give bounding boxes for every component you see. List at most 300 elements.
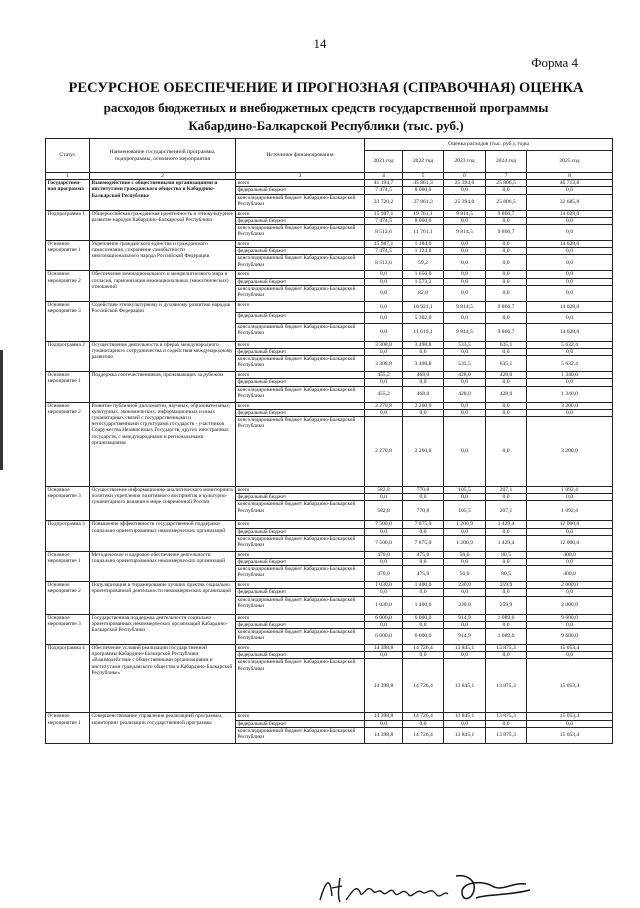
value-cell: 0,0 xyxy=(365,285,403,301)
value-cell: 82,8 xyxy=(403,285,444,301)
table-row xyxy=(46,713,613,720)
header-name: Наименование государственной программы, подпрограммы, основного мероприятия xyxy=(90,139,236,173)
row-name: Развитие публичной дипломатии, научных, образовательных, культурных, экономических, информационных и иных гуманитарных связей с государственными и негосударственными структурами государств - участников Содружества Независимых Государств, других иностранных государств, с международными и региональными организациями xyxy=(90,402,236,486)
row-source: федеральный бюджет xyxy=(236,621,365,628)
row-source: консолидированный бюджет Кабардино-Балкарской Республики xyxy=(236,323,365,341)
value-cell: 3 308,8 xyxy=(365,341,403,348)
row-source: всего xyxy=(236,402,365,409)
row-source: всего xyxy=(236,210,365,217)
value-cell: 8 512,6 xyxy=(365,225,403,241)
value-cell: 0,0 xyxy=(486,379,527,386)
value-cell: 2 260,0 xyxy=(403,402,444,409)
row-source: федеральный бюджет xyxy=(236,217,365,224)
value-cell: 1 200,9 xyxy=(444,535,486,551)
row-status: Основное мероприятие 1 xyxy=(46,241,90,271)
value-cell: 7 875,0 xyxy=(403,535,444,551)
resource-table xyxy=(45,138,613,744)
value-cell: 0,0 xyxy=(403,589,444,596)
value-cell: 25 806,5 xyxy=(486,194,527,210)
value-cell: 468,0 xyxy=(403,372,444,379)
value-cell: 0,0 xyxy=(444,528,486,535)
value-cell: 0,0 xyxy=(444,255,486,271)
header-year: 2024 год xyxy=(486,151,527,173)
document-title: РЕСУРСНОЕ ОБЕСПЕЧЕНИЕ И ПРОГНОЗНАЯ (СПРАВОЧНАЯ) ОЦЕНКА xyxy=(68,80,584,96)
value-cell: 33 720,2 xyxy=(365,194,403,210)
value-cell: 0,0 xyxy=(365,528,403,535)
value-cell: 0,0 xyxy=(365,409,403,416)
value-cell: 0,0 xyxy=(486,589,527,596)
value-cell: 8 512,6 xyxy=(365,255,403,271)
row-source: всего xyxy=(236,301,365,312)
row-name: Поддержка соотечественников, проживающих за рубежом xyxy=(90,372,236,402)
value-cell: 1 200,9 xyxy=(444,521,486,528)
row-source: всего xyxy=(236,372,365,379)
row-source: федеральный бюджет xyxy=(236,528,365,535)
table-row xyxy=(46,210,613,217)
row-source: федеральный бюджет xyxy=(236,278,365,285)
value-cell: 0,0 xyxy=(527,652,613,659)
value-cell: 12 000,0 xyxy=(527,521,613,528)
value-cell: 11 761,1 xyxy=(403,225,444,241)
value-cell: 0,0 xyxy=(444,349,486,356)
row-name: Взаимодействие с общественными организациями и институтами гражданского общества в Кабардино-Балкарской Республике xyxy=(90,180,236,210)
value-cell: 1 092,4 xyxy=(527,501,613,521)
value-cell: 0,0 xyxy=(527,379,613,386)
value-cell: 9 866,7 xyxy=(486,301,527,312)
row-source: всего xyxy=(236,713,365,720)
column-index-row xyxy=(46,173,613,180)
value-cell: 14 726,4 xyxy=(403,645,444,652)
value-cell: 0,0 xyxy=(486,285,527,301)
value-cell: 0,0 xyxy=(403,720,444,727)
row-name: Содействие этнокультурному и духовному развитию народов Российской Федерации xyxy=(90,301,236,341)
table-row xyxy=(46,180,613,187)
value-cell: 45 861,3 xyxy=(403,180,444,187)
value-cell: 230,0 xyxy=(444,582,486,589)
value-cell: 8 000,0 xyxy=(403,187,444,194)
value-cell: 25 806,5 xyxy=(486,180,527,187)
value-cell: 0,0 xyxy=(444,589,486,596)
table-row xyxy=(46,341,613,348)
value-cell: 9 866,7 xyxy=(486,225,527,241)
value-cell: 0,0 xyxy=(527,494,613,501)
row-source: федеральный бюджет xyxy=(236,349,365,356)
value-cell: 400,0 xyxy=(527,566,613,582)
value-cell: 1 573,2 xyxy=(403,278,444,285)
value-cell: 16 921,1 xyxy=(403,301,444,312)
row-source: консолидированный бюджет Кабардино-Балкарской Республики xyxy=(236,386,365,402)
value-cell: 470,0 xyxy=(365,551,403,558)
value-cell: 0,0 xyxy=(527,225,613,241)
value-cell: 470,0 xyxy=(365,566,403,582)
value-cell: 0,0 xyxy=(444,187,486,194)
value-cell: 0,0 xyxy=(527,278,613,285)
value-cell: 59,2 xyxy=(403,255,444,271)
value-cell: 0,0 xyxy=(365,652,403,659)
value-cell: 56,0 xyxy=(444,566,486,582)
value-cell: 0,0 xyxy=(486,494,527,501)
form-label: Форма 4 xyxy=(531,55,578,70)
resource-table-container xyxy=(45,138,612,744)
column-index: 3 xyxy=(236,173,365,180)
value-cell: 13 875,3 xyxy=(486,645,527,652)
row-name: Укрепление гражданского единства и гражданского самосознания, сохранение самобытности многонационального народа Российской Федерации xyxy=(90,241,236,271)
value-cell: 2 270,8 xyxy=(365,402,403,409)
value-cell: 582,8 xyxy=(365,501,403,521)
row-source: федеральный бюджет xyxy=(236,379,365,386)
value-cell: 230,0 xyxy=(444,596,486,614)
value-cell: 14 398,8 xyxy=(365,659,403,713)
document-subtitle-2: Кабардино-Балкарской Республики (тыс. руб.) xyxy=(188,118,464,133)
value-cell: 14 398,8 xyxy=(365,727,403,743)
signature-image xyxy=(316,870,546,908)
value-cell: 14 726,4 xyxy=(403,713,444,720)
value-cell: 14 028,0 xyxy=(527,301,613,312)
table-row xyxy=(46,521,613,528)
value-cell: 2 000,0 xyxy=(527,596,613,614)
header-source: Источники финансирования xyxy=(236,139,365,173)
value-cell: 14 028,0 xyxy=(527,323,613,341)
value-cell: 1 400,0 xyxy=(403,582,444,589)
value-cell: 15 987,1 xyxy=(365,241,403,248)
value-cell: 400,0 xyxy=(527,551,613,558)
value-cell: 533,5 xyxy=(444,356,486,372)
value-cell: 0,0 xyxy=(444,494,486,501)
row-source: всего xyxy=(236,614,365,621)
row-source: всего xyxy=(236,241,365,248)
value-cell: 582,8 xyxy=(365,487,403,494)
row-source: всего xyxy=(236,341,365,348)
value-cell: 9 600,0 xyxy=(527,614,613,621)
value-cell: 475,0 xyxy=(403,551,444,558)
value-cell: 0,0 xyxy=(486,187,527,194)
value-cell: 0,0 xyxy=(527,255,613,271)
value-cell: 1 124,8 xyxy=(403,248,444,255)
header-year: 2025 год xyxy=(527,151,613,173)
header-status: Статус xyxy=(46,139,90,173)
value-cell: 13 845,1 xyxy=(444,659,486,713)
value-cell: 1 030,0 xyxy=(365,582,403,589)
value-cell: 15 053,4 xyxy=(527,713,613,720)
row-source: федеральный бюджет xyxy=(236,652,365,659)
value-cell: 15 987,1 xyxy=(365,210,403,217)
value-cell: 14 726,4 xyxy=(403,727,444,743)
value-cell: 0,0 xyxy=(527,248,613,255)
value-cell: 0,0 xyxy=(486,271,527,278)
row-status: Основное мероприятие 3 xyxy=(46,301,90,341)
column-index: 8 xyxy=(527,173,613,180)
value-cell: 6 000,0 xyxy=(365,614,403,621)
row-source: федеральный бюджет xyxy=(236,720,365,727)
row-source: всего xyxy=(236,645,365,652)
value-cell: 56,0 xyxy=(444,551,486,558)
value-cell: 32 685,8 xyxy=(527,194,613,210)
value-cell: 14 028,0 xyxy=(527,241,613,248)
value-cell: 3 498,8 xyxy=(403,356,444,372)
value-cell: 0,0 xyxy=(527,720,613,727)
value-cell: 0,0 xyxy=(403,559,444,566)
scan-edge-mark xyxy=(0,350,3,470)
table-row xyxy=(46,241,613,248)
value-cell: 7 474,5 xyxy=(365,217,403,224)
value-cell: 14 398,8 xyxy=(365,645,403,652)
value-cell: 0,0 xyxy=(444,652,486,659)
value-cell: 475,0 xyxy=(403,566,444,582)
value-cell: 0,0 xyxy=(486,217,527,224)
value-cell: 0,0 xyxy=(486,559,527,566)
value-cell: 0,0 xyxy=(365,379,403,386)
value-cell: 0,0 xyxy=(486,528,527,535)
value-cell: 207,1 xyxy=(486,501,527,521)
row-name: Осуществление деятельности в сферах международного гуманитарного сотрудничества и содействия международному развитию xyxy=(90,341,236,371)
value-cell: 7 474,5 xyxy=(365,248,403,255)
table-row xyxy=(46,301,613,312)
value-cell: 7 500,0 xyxy=(365,521,403,528)
value-cell: 8 000,0 xyxy=(403,217,444,224)
value-cell: 0,0 xyxy=(365,271,403,278)
value-cell: 0,0 xyxy=(403,494,444,501)
value-cell: 1 184,0 xyxy=(403,241,444,248)
value-cell: 0,0 xyxy=(444,285,486,301)
value-cell: 0,0 xyxy=(365,323,403,341)
row-status: Основное мероприятие 3 xyxy=(46,614,90,644)
value-cell: 11 619,1 xyxy=(403,323,444,341)
row-status: Подпрограмма 3 xyxy=(46,521,90,551)
row-source: всего xyxy=(236,180,365,187)
value-cell: 1 400,0 xyxy=(403,596,444,614)
row-source: федеральный бюджет xyxy=(236,589,365,596)
row-status: Основное мероприятие 1 xyxy=(46,551,90,581)
row-source: федеральный бюджет xyxy=(236,248,365,255)
row-name: Обеспечение условий реализации государственной программы Кабардино-Балкарской Республики «Взаимодействие с общественными организациями и институтами гражданского общества в Кабардино-Балкарской Республике» xyxy=(90,645,236,713)
value-cell: 428,0 xyxy=(486,372,527,379)
value-cell: 0,0 xyxy=(444,402,486,409)
value-cell: 25 394,0 xyxy=(444,194,486,210)
value-cell: 0,0 xyxy=(444,559,486,566)
header-expenses: Оценка расходов (тыс. руб.), годы xyxy=(365,139,613,151)
value-cell: 0,0 xyxy=(527,349,613,356)
row-status: Основное мероприятие 2 xyxy=(46,582,90,614)
value-cell: 1 089,0 xyxy=(486,629,527,645)
row-source: консолидированный бюджет Кабардино-Балкарской Республики xyxy=(236,285,365,301)
value-cell: 3 200,0 xyxy=(527,417,613,487)
value-cell: 0,0 xyxy=(527,312,613,323)
value-cell: 13 875,3 xyxy=(486,659,527,713)
value-cell: 14 726,4 xyxy=(403,659,444,713)
value-cell: 770,8 xyxy=(403,487,444,494)
value-cell: 0,0 xyxy=(444,248,486,255)
table-body xyxy=(46,180,613,744)
value-cell: 0,0 xyxy=(403,621,444,628)
value-cell: 0,0 xyxy=(365,312,403,323)
row-source: консолидированный бюджет Кабардино-Балкарской Республики xyxy=(236,417,365,487)
row-source: всего xyxy=(236,521,365,528)
value-cell: 105,5 xyxy=(444,487,486,494)
value-cell: 428,0 xyxy=(444,386,486,402)
row-status: Основное мероприятие 1 xyxy=(46,713,90,743)
value-cell: 0,0 xyxy=(444,312,486,323)
row-source: федеральный бюджет xyxy=(236,559,365,566)
column-index: 2 xyxy=(90,173,236,180)
value-cell: 0,0 xyxy=(365,301,403,312)
row-source: консолидированный бюджет Кабардино-Балкарской Республики xyxy=(236,659,365,713)
column-index: 4 xyxy=(365,173,403,180)
value-cell: 0,0 xyxy=(444,241,486,248)
value-cell: 7 500,0 xyxy=(365,535,403,551)
table-row xyxy=(46,582,613,589)
value-cell: 14 398,8 xyxy=(365,713,403,720)
value-cell: 13 875,3 xyxy=(486,713,527,720)
value-cell: 2 260,0 xyxy=(403,417,444,487)
value-cell: 25 394,0 xyxy=(444,180,486,187)
value-cell: 0,0 xyxy=(486,720,527,727)
value-cell: 0,0 xyxy=(444,720,486,727)
value-cell: 80,5 xyxy=(486,551,527,558)
value-cell: 0,0 xyxy=(486,409,527,416)
row-source: консолидированный бюджет Кабардино-Балкарской Республики xyxy=(236,596,365,614)
value-cell: 9 600,0 xyxy=(527,629,613,645)
row-source: консолидированный бюджет Кабардино-Балкарской Республики xyxy=(236,501,365,521)
value-cell: 41 194,7 xyxy=(365,180,403,187)
row-source: всего xyxy=(236,582,365,589)
value-cell: 0,0 xyxy=(527,285,613,301)
value-cell: 13 875,3 xyxy=(486,727,527,743)
row-status: Основное мероприятие 2 xyxy=(46,402,90,486)
value-cell: 0,0 xyxy=(365,494,403,501)
value-cell: 0,0 xyxy=(486,652,527,659)
value-cell: 105,5 xyxy=(444,501,486,521)
row-status: Подпрограмма 4 xyxy=(46,645,90,713)
page-number: 14 xyxy=(313,36,327,51)
value-cell: 259,9 xyxy=(486,596,527,614)
value-cell: 207,1 xyxy=(486,487,527,494)
row-status: Государствен-ная программа xyxy=(46,180,90,210)
value-cell: 9 866,7 xyxy=(486,210,527,217)
value-cell: 1 429,4 xyxy=(486,535,527,551)
row-source: федеральный бюджет xyxy=(236,409,365,416)
table-row xyxy=(46,487,613,494)
value-cell: 0,0 xyxy=(403,528,444,535)
value-cell: 1 030,0 xyxy=(365,596,403,614)
value-cell: 0,0 xyxy=(486,241,527,248)
value-cell: 0,0 xyxy=(403,652,444,659)
row-source: консолидированный бюджет Кабардино-Балкарской Республики xyxy=(236,225,365,241)
value-cell: 6 000,0 xyxy=(403,629,444,645)
table-row xyxy=(46,402,613,409)
value-cell: 0,0 xyxy=(527,187,613,194)
value-cell: 0,0 xyxy=(444,278,486,285)
value-cell: 0,0 xyxy=(486,349,527,356)
row-source: всего xyxy=(236,487,365,494)
value-cell: 13 845,1 xyxy=(444,727,486,743)
row-name: Обеспечение межнационального и межрелигиозного мира и согласия, гармонизация межнациональных (межэтнических) отношений xyxy=(90,271,236,301)
header-year: 2023 год xyxy=(444,151,486,173)
row-status: Подпрограмма 1 xyxy=(46,210,90,240)
value-cell: 37 861,3 xyxy=(403,194,444,210)
value-cell: 0,0 xyxy=(527,559,613,566)
value-cell: 0,0 xyxy=(486,248,527,255)
value-cell: 9 866,7 xyxy=(486,323,527,341)
value-cell: 914,9 xyxy=(444,629,486,645)
value-cell: 0,0 xyxy=(486,621,527,628)
value-cell: 1 089,0 xyxy=(486,614,527,621)
value-cell: 5 302,0 xyxy=(403,312,444,323)
row-name: Совершенствование управления реализацией программы, мониторинг реализации государственной программы xyxy=(90,713,236,743)
value-cell: 1 340,0 xyxy=(527,372,613,379)
value-cell: 0,0 xyxy=(527,409,613,416)
row-name: Популяризация и тиражирование лучших практик социально ориентированной деятельности некоммерческих организаций xyxy=(90,582,236,614)
row-name: Осуществление информационно-аналитического мониторинга политики укрепления позитивного восприятия и культурно-гуманитарного влияния в мире современной России xyxy=(90,487,236,521)
value-cell: 0,0 xyxy=(365,720,403,727)
value-cell: 635,1 xyxy=(486,356,527,372)
header-year: 2022 год xyxy=(403,151,444,173)
value-cell: 468,0 xyxy=(403,386,444,402)
value-cell: 0,0 xyxy=(486,402,527,409)
row-source: всего xyxy=(236,551,365,558)
value-cell: 0,0 xyxy=(486,417,527,487)
value-cell: 1 092,4 xyxy=(527,487,613,494)
row-source: федеральный бюджет xyxy=(236,494,365,501)
value-cell: 0,0 xyxy=(444,409,486,416)
row-source: консолидированный бюджет Кабардино-Балкарской Республики xyxy=(236,727,365,743)
table-row xyxy=(46,645,613,652)
value-cell: 0,0 xyxy=(444,217,486,224)
value-cell: 0,0 xyxy=(365,559,403,566)
column-index: 5 xyxy=(403,173,444,180)
header-year: 2021 год xyxy=(365,151,403,173)
row-source: консолидированный бюджет Кабардино-Балкарской Республики xyxy=(236,356,365,372)
row-status: Основное мероприятие 3 xyxy=(46,487,90,521)
value-cell: 0,0 xyxy=(444,621,486,628)
row-name: Методическое и кадровое обеспечение деятельности социально ориентированных некоммерческих организаций xyxy=(90,551,236,581)
value-cell: 259,9 xyxy=(486,582,527,589)
value-cell: 914,9 xyxy=(444,614,486,621)
row-source: консолидированный бюджет Кабардино-Балкарской Республики xyxy=(236,255,365,271)
value-cell: 13 845,1 xyxy=(444,645,486,652)
value-cell: 15 053,4 xyxy=(527,659,613,713)
value-cell: 3 308,8 xyxy=(365,356,403,372)
value-cell: 12 000,0 xyxy=(527,535,613,551)
value-cell: 0,0 xyxy=(365,621,403,628)
value-cell: 1 340,0 xyxy=(527,386,613,402)
table-row xyxy=(46,614,613,621)
row-source: всего xyxy=(236,271,365,278)
value-cell: 0,0 xyxy=(527,217,613,224)
value-cell: 7 474,5 xyxy=(365,187,403,194)
row-name: Повышение эффективности государственной поддержки социально ориентированных некоммерческих организаций xyxy=(90,521,236,551)
table-row xyxy=(46,551,613,558)
value-cell: 5 632,4 xyxy=(527,341,613,348)
row-status: Подпрограмма 2 xyxy=(46,341,90,371)
row-source: консолидированный бюджет Кабардино-Балкарской Республики xyxy=(236,629,365,645)
value-cell: 455,2 xyxy=(365,386,403,402)
value-cell: 19 761,1 xyxy=(403,210,444,217)
value-cell: 770,8 xyxy=(403,501,444,521)
value-cell: 0,0 xyxy=(444,379,486,386)
row-source: консолидированный бюджет Кабардино-Балкарской Республики xyxy=(236,535,365,551)
value-cell: 0,0 xyxy=(403,379,444,386)
value-cell: 428,0 xyxy=(444,372,486,379)
value-cell: 9 814,5 xyxy=(444,210,486,217)
row-source: консолидированный бюджет Кабардино-Балкарской Республики xyxy=(236,194,365,210)
value-cell: 428,0 xyxy=(486,386,527,402)
table-row xyxy=(46,372,613,379)
column-index: 6 xyxy=(444,173,486,180)
value-cell: 5 632,4 xyxy=(527,356,613,372)
value-cell: 6 000,0 xyxy=(365,629,403,645)
value-cell: 0,0 xyxy=(365,278,403,285)
row-name: Государственная поддержка деятельности социально ориентированных некоммерческих организаций Кабардино-Балкарской Республики xyxy=(90,614,236,644)
